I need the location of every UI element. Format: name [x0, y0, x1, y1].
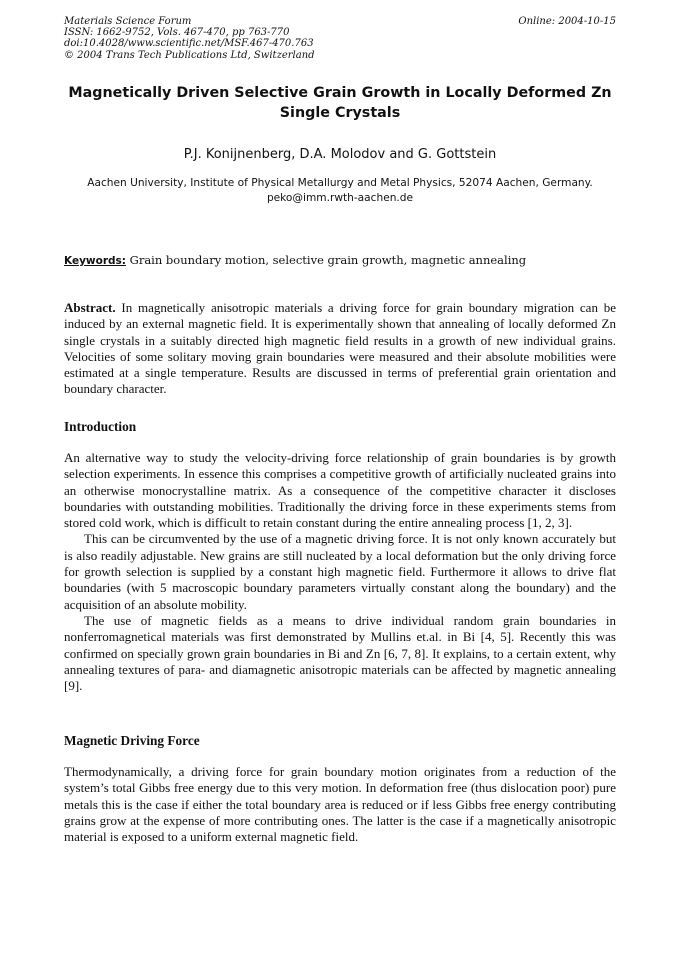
journal-header [64, 16, 616, 61]
keywords-text: Grain boundary motion, selective grain growth, magnetic annealing [129, 253, 527, 267]
copyright-line: © 2004 Trans Tech Publications Ltd, Switzerland [64, 49, 315, 61]
magnetic-driving-force-heading: Magnetic Driving Force [64, 733, 200, 748]
doi-line: doi:10.4028/www.scientific.net/MSF.467-470.763 [64, 38, 314, 50]
magnetic-driving-force-body [64, 764, 616, 845]
abstract-label: Abstract. [64, 300, 116, 315]
introduction-paragraph: An alternative way to study the velocity-driving force relationship of grain boundaries is by growth selection experiments. In essence this comprises a competitive growth of artificially nucleated grains into an otherwise monocrystalline matrix. As a consequence of the competitive character it discloses boundaries with outstanding mobilities. Traditionally the driving force in these experiments stems from stored cold work, which is difficult to retain constant during the entire annealing process [1, 2, 3]. [64, 450, 616, 531]
introduction-paragraph: This can be circumvented by the use of a magnetic driving force. It is not only known accurately but is also readily adjustable. New grains are still nucleated by a local deformation but the only driving force for growth selection is supplied by a constant high magnetic field. Furthermore it allows to drive flat boundaries (with 5 macroscopic boundary parameters virtually constant along the boundary) and the acquisition of an absolute mobility. [64, 531, 616, 612]
email: peko@imm.rwth-aachen.de [266, 192, 414, 204]
abstract [64, 300, 616, 398]
magnetic-paragraph: Thermodynamically, a driving force for grain boundary motion originates from a reduction of the system’s total Gibbs free energy due to this very motion. In deformation free (thus dislocation poor) pure metals this is the case if either the total boundary area is reduced or if less Gibbs free energy contributing grains grow at the expense of more contributing ones. The latter is the case if a magnetically anisotropic material is exposed to a uniform external magnetic field. [64, 764, 616, 845]
authors: P.J. Konijnenberg, D.A. Molodov and G. Gottstein [183, 147, 497, 162]
keywords-label: Keywords: [64, 255, 126, 267]
introduction-heading: Introduction [64, 419, 137, 434]
journal-name: Materials Science Forum [64, 16, 192, 27]
issn-line: ISSN: 1662-9752, Vols. 467-470, pp 763-770 [64, 27, 290, 39]
affiliation-block [64, 176, 616, 206]
affiliation: Aachen University, Institute of Physical Metallurgy and Metal Physics, 52074 Aachen, Germany. [87, 177, 593, 189]
abstract-text: In magnetically anisotropic materials a driving force for grain boundary migration can be induced by an external magnetic field. It is experimentally shown that annealing of locally deformed Zn single crystals in a suitably directed high magnetic field results in a growth of new individual grains. Velocities of some solitary moving grain boundaries were measured and their absolute mobilities were estimated at a single temperature. Results are discussed in terms of preferential grain orientation and boundary character. [64, 300, 616, 397]
keywords [64, 253, 616, 269]
online-date: Online: 2004-10-15 [518, 16, 616, 27]
introduction-paragraph: The use of magnetic fields as a means to drive individual random grain boundaries in nonferromagnetical materials was first demonstrated by Mullins et.al. in Bi [4, 5]. Recently this was confirmed on specially grown grain boundaries in Bi and Zn [6, 7, 8]. It explains, to a certain extent, why annealing textures of para- and diamagnetic anisotropic materials can be affected by magnetic annealing [9]. [64, 612, 616, 694]
paper-title: Magnetically Driven Selective Grain Growth in Locally Deformed Zn Single Crystals [68, 85, 612, 121]
introduction-body [64, 450, 616, 694]
